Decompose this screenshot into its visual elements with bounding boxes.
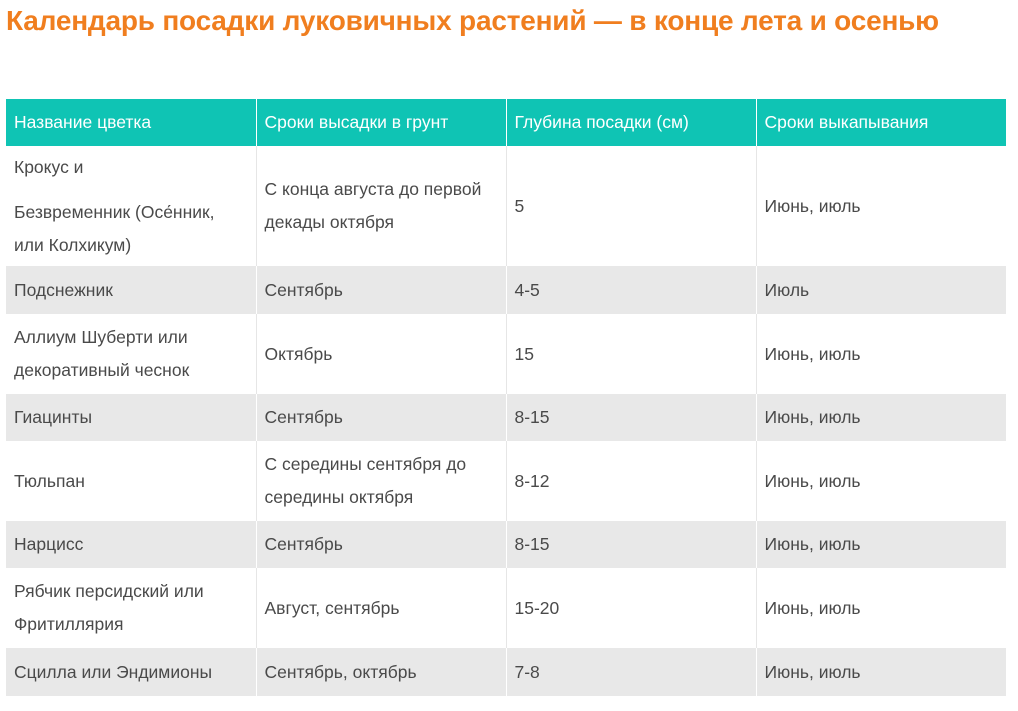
cell-flower: Аллиум Шуберти или декоративный чеснок — [6, 314, 256, 394]
cell-digging: Июнь, июль — [756, 441, 1006, 521]
cell-depth: 15 — [506, 314, 756, 394]
table-row — [6, 521, 1006, 568]
cell-planting: С середины сентября до середины октября — [256, 441, 506, 521]
table-row — [6, 146, 1006, 266]
cell-planting: Сентябрь — [256, 394, 506, 441]
table-row — [6, 441, 1006, 521]
table-row — [6, 648, 1006, 696]
table-row — [6, 314, 1006, 394]
cell-depth: 7-8 — [506, 648, 756, 696]
table-row — [6, 568, 1006, 648]
cell-depth: 4-5 — [506, 266, 756, 314]
cell-digging: Июнь, июль — [756, 314, 1006, 394]
cell-flower: Подснежник — [6, 266, 256, 314]
cell-digging: Июнь, июль — [756, 521, 1006, 568]
cell-flower: Тюльпан — [6, 441, 256, 521]
header-digging-time: Сроки выкапывания — [756, 99, 1006, 146]
cell-depth: 5 — [506, 146, 756, 266]
cell-planting: Август, сентябрь — [256, 568, 506, 648]
cell-depth: 8-15 — [506, 521, 756, 568]
cell-digging: Июнь, июль — [756, 568, 1006, 648]
cell-digging: Июнь, июль — [756, 146, 1006, 266]
cell-flower: Нарцисс — [6, 521, 256, 568]
header-planting-time: Сроки высадки в грунт — [256, 99, 506, 146]
cell-planting: Сентябрь — [256, 266, 506, 314]
cell-digging: Июль — [756, 266, 1006, 314]
page-title: Календарь посадки луковичных растений — в конце лета и осенью — [6, 5, 939, 36]
cell-planting: Сентябрь, октябрь — [256, 648, 506, 696]
header-flower-name: Название цветка — [6, 99, 256, 146]
cell-flower: Сцилла или Эндимионы — [6, 648, 256, 696]
table-header — [6, 99, 1006, 146]
cell-digging: Июнь, июль — [756, 648, 1006, 696]
cell-flower: Гиацинты — [6, 394, 256, 441]
cell-digging: Июнь, июль — [756, 394, 1006, 441]
table-header-row — [6, 99, 1006, 146]
cell-flower — [6, 146, 256, 266]
cell-flower: Рябчик персидский или Фритиллярия — [6, 568, 256, 648]
cell-depth: 8-12 — [506, 441, 756, 521]
table-body — [6, 146, 1006, 696]
table-row — [6, 394, 1006, 441]
cell-flower-line: Крокус и — [14, 156, 84, 177]
header-planting-depth: Глубина посадки (см) — [506, 99, 756, 146]
table-row — [6, 266, 1006, 314]
cell-depth: 15-20 — [506, 568, 756, 648]
cell-depth: 8-15 — [506, 394, 756, 441]
planting-calendar-table — [6, 99, 1006, 696]
cell-planting: Октябрь — [256, 314, 506, 394]
cell-gap — [14, 184, 248, 196]
cell-planting: С конца августа до первой декады октября — [256, 146, 506, 266]
cell-planting: Сентябрь — [256, 521, 506, 568]
cell-flower-line: Безвременник (Осе́нник, или Колхикум) — [14, 201, 215, 255]
